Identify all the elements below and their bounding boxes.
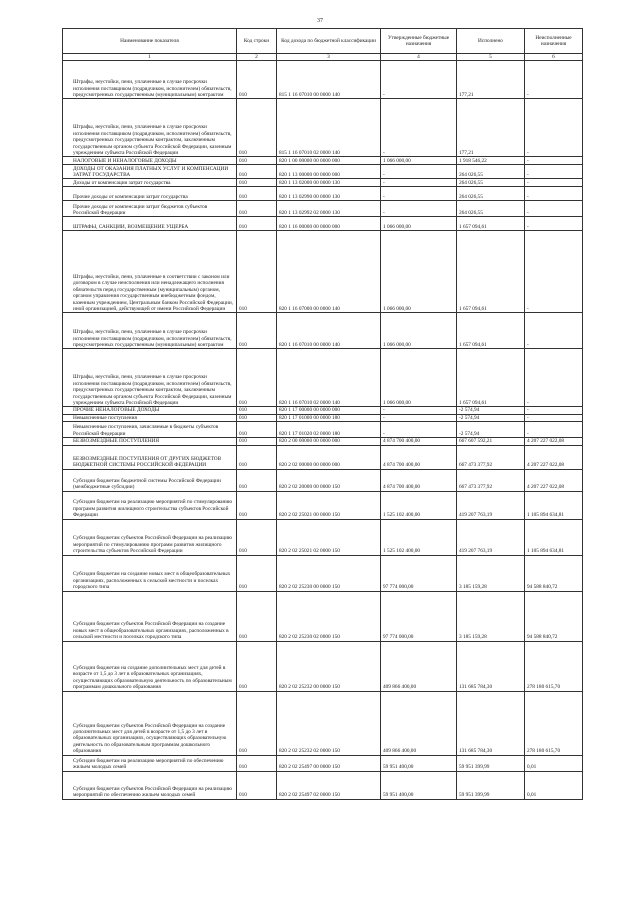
- indicator-name-cell: Штрафы, неустойки, пени, уплаченные в случае просрочки исполнения поставщиком (подрядчиком, исполнителем) обязательств, предусмотренных государственным контрактом, заключенным государственным органом субъекта Российской Федерации, казенным учреждением субъекта Российской Федерации: [63, 349, 237, 407]
- budget-code-cell: 820 1 17 01020 02 0000 180: [277, 422, 381, 438]
- unexecuted-cell: -: [525, 187, 583, 201]
- page-number: 37: [317, 18, 323, 24]
- table-row: [63, 231, 583, 313]
- table-row: [63, 349, 583, 407]
- line-code-cell: 010: [237, 217, 277, 231]
- column-number: 5: [457, 54, 525, 61]
- indicator-name-cell: Штрафы, неустойки, пени, уплаченные в случае просрочки исполнения поставщиком (подрядчиком, исполнителем) обязательств, предусмотренных государственным (муниципальным) контрактом: [63, 313, 237, 349]
- executed-cell: 264 026,55: [457, 179, 525, 187]
- unexecuted-cell: 278 180 615,70: [525, 641, 583, 691]
- budget-code-cell: 820 2 02 25497 02 0000 150: [277, 771, 381, 799]
- budget-code-cell: 820 1 17 01000 00 0000 180: [277, 414, 381, 421]
- line-code-cell: 010: [237, 438, 277, 445]
- approved-cell: 1 525 102 400,00: [381, 519, 457, 555]
- budget-code-cell: 820 2 02 25230 02 0000 150: [277, 591, 381, 641]
- unexecuted-cell: -: [525, 201, 583, 217]
- indicator-name-cell: ПРОЧИЕ НЕНАЛОГОВЫЕ ДОХОДЫ: [63, 407, 237, 414]
- header-line-code: Код строки: [237, 29, 277, 54]
- budget-code-cell: 820 2 00 00000 00 0000 000: [277, 438, 381, 445]
- indicator-name-cell: БЕЗВОЗМЕЗДНЫЕ ПОСТУПЛЕНИЯ ОТ ДРУГИХ БЮДЖЕТОВ БЮДЖЕТНОЙ СИСТЕМЫ РОССИЙСКОЙ ФЕДЕРАЦИИ: [63, 445, 237, 469]
- executed-cell: 1 657 094,61: [457, 231, 525, 313]
- approved-cell: 1 525 102 400,00: [381, 491, 457, 519]
- executed-cell: 1 657 094,61: [457, 313, 525, 349]
- indicator-name-cell: Штрафы, неустойки, пени, уплаченные в соответствии с законом или договором в случае неисполнения или ненадлежащего исполнения обязательств перед государственным (муниципальным) органом, органом управления государственным внебюджетным фондом, казенным учреждением, Центральным банком Российской Федерации, иной организацией, действующей от имени Российской Федерации: [63, 231, 237, 313]
- executed-cell: 667 607 592,21: [457, 438, 525, 445]
- column-number: 1: [63, 54, 237, 61]
- executed-cell: 131 685 784,30: [457, 641, 525, 691]
- line-code-cell: 010: [237, 165, 277, 179]
- approved-cell: -: [381, 179, 457, 187]
- unexecuted-cell: -: [525, 61, 583, 99]
- executed-cell: 419 207 763,19: [457, 519, 525, 555]
- line-code-cell: 010: [237, 187, 277, 201]
- indicator-name-cell: Субсидии бюджетам бюджетной системы Российской Федерации (межбюджетные субсидии): [63, 469, 237, 491]
- budget-code-cell: 820 2 02 25230 00 0000 150: [277, 555, 381, 591]
- executed-cell: 3 185 159,28: [457, 555, 525, 591]
- approved-cell: 4 874 700 400,00: [381, 469, 457, 491]
- table-row: [63, 422, 583, 438]
- line-code-cell: 010: [237, 231, 277, 313]
- table-row: [63, 165, 583, 179]
- indicator-name-cell: Невыясненные поступления, зачисляемые в бюджеты субъектов Российской Федерации: [63, 422, 237, 438]
- line-code-cell: 010: [237, 469, 277, 491]
- line-code-cell: 010: [237, 99, 277, 157]
- income-report-table: [62, 28, 583, 800]
- budget-code-cell: 820 1 13 02000 00 0000 130: [277, 179, 381, 187]
- table-row: [63, 438, 583, 445]
- indicator-name-cell: Субсидии бюджетам на реализацию мероприятий по обеспечению жильем молодых семей: [63, 755, 237, 771]
- approved-cell: 409 866 400,00: [381, 641, 457, 691]
- column-number: 6: [525, 54, 583, 61]
- approved-cell: 1 066 000,00: [381, 349, 457, 407]
- budget-code-cell: 820 1 13 00000 00 0000 000: [277, 165, 381, 179]
- indicator-name-cell: Субсидии бюджетам субъектов Российской Федерации на создание новых мест в общеобразовательных организациях, расположенных в сельской местности и поселках городского типа: [63, 591, 237, 641]
- executed-cell: 59 951 399,99: [457, 771, 525, 799]
- approved-cell: -: [381, 407, 457, 414]
- indicator-name-cell: ДОХОДЫ ОТ ОКАЗАНИЯ ПЛАТНЫХ УСЛУГ И КОМПЕНСАЦИИ ЗАТРАТ ГОСУДАРСТВА: [63, 165, 237, 179]
- line-code-cell: 010: [237, 445, 277, 469]
- unexecuted-cell: -: [525, 99, 583, 157]
- budget-code-cell: 820 2 02 00000 00 0000 000: [277, 445, 381, 469]
- line-code-cell: 010: [237, 179, 277, 187]
- indicator-name-cell: Субсидии бюджетам субъектов Российской Федерации на реализацию мероприятий по стимулированию программ развития жилищного строительства субъектов Российской Федерации: [63, 519, 237, 555]
- table-row: [63, 414, 583, 421]
- line-code-cell: 010: [237, 61, 277, 99]
- table-row: [63, 217, 583, 231]
- table-row: [63, 591, 583, 641]
- executed-cell: 264 026,55: [457, 165, 525, 179]
- unexecuted-cell: -: [525, 165, 583, 179]
- line-code-cell: 010: [237, 157, 277, 165]
- approved-cell: 59 951 400,00: [381, 755, 457, 771]
- table-row: [63, 313, 583, 349]
- table-row: [63, 407, 583, 414]
- unexecuted-cell: 0,01: [525, 771, 583, 799]
- approved-cell: 59 951 400,00: [381, 771, 457, 799]
- unexecuted-cell: -: [525, 349, 583, 407]
- unexecuted-cell: -: [525, 231, 583, 313]
- approved-cell: 1 066 000,00: [381, 313, 457, 349]
- indicator-name-cell: БЕЗВОЗМЕЗДНЫЕ ПОСТУПЛЕНИЯ: [63, 438, 237, 445]
- column-number-row: [63, 54, 583, 61]
- indicator-name-cell: Доходы от компенсации затрат государства: [63, 179, 237, 187]
- unexecuted-cell: 4 207 227 022,08: [525, 438, 583, 445]
- line-code-cell: 010: [237, 414, 277, 421]
- header-unexecuted: Неисполненные назначения: [525, 29, 583, 54]
- approved-cell: -: [381, 414, 457, 421]
- table-row: [63, 755, 583, 771]
- line-code-cell: 010: [237, 407, 277, 414]
- executed-cell: 59 951 399,99: [457, 755, 525, 771]
- executed-cell: 1 657 094,61: [457, 349, 525, 407]
- approved-cell: 97 774 000,00: [381, 591, 457, 641]
- budget-code-cell: 815 1 16 07010 00 0000 140: [277, 61, 381, 99]
- header-indicator-name: Наименование показателя: [63, 29, 237, 54]
- line-code-cell: 010: [237, 349, 277, 407]
- indicator-name-cell: Прочие доходы от компенсации затрат государства: [63, 187, 237, 201]
- header-executed: Исполнено: [457, 29, 525, 54]
- table-row: [63, 641, 583, 691]
- indicator-name-cell: Прочие доходы от компенсации затрат бюджетов субъектов Российской Федерации: [63, 201, 237, 217]
- unexecuted-cell: -: [525, 407, 583, 414]
- budget-code-cell: 820 2 02 25497 00 0000 150: [277, 755, 381, 771]
- table-row: [63, 201, 583, 217]
- executed-cell: -2 574,94: [457, 414, 525, 421]
- executed-cell: 177,21: [457, 99, 525, 157]
- line-code-cell: 010: [237, 555, 277, 591]
- header-row: [63, 29, 583, 54]
- line-code-cell: 010: [237, 201, 277, 217]
- indicator-name-cell: Штрафы, неустойки, пени, уплаченные в случае просрочки исполнения поставщиком (подрядчиком, исполнителем) обязательств, предусмотренных государственным контрактом, заключенным государственным органом субъекта Российской Федерации, казенным учреждением субъекта Российской Федерации: [63, 99, 237, 157]
- executed-cell: 177,21: [457, 61, 525, 99]
- unexecuted-cell: -: [525, 422, 583, 438]
- approved-cell: -: [381, 165, 457, 179]
- budget-code-cell: 820 1 00 00000 00 0000 000: [277, 157, 381, 165]
- approved-cell: 1 066 000,00: [381, 157, 457, 165]
- executed-cell: 131 685 784,30: [457, 691, 525, 755]
- budget-code-cell: 820 2 02 25232 02 0000 150: [277, 691, 381, 755]
- approved-cell: -: [381, 187, 457, 201]
- column-number: 4: [381, 54, 457, 61]
- line-code-cell: 010: [237, 755, 277, 771]
- approved-cell: 409 866 400,00: [381, 691, 457, 755]
- line-code-cell: 010: [237, 491, 277, 519]
- unexecuted-cell: 4 207 227 022,08: [525, 445, 583, 469]
- indicator-name-cell: Субсидии бюджетам субъектов Российской Федерации на реализацию мероприятий по обеспечению жильем молодых семей: [63, 771, 237, 799]
- line-code-cell: 010: [237, 519, 277, 555]
- budget-code-cell: 815 1 16 07010 02 0000 140: [277, 99, 381, 157]
- executed-cell: 3 185 159,28: [457, 591, 525, 641]
- report-body: [63, 61, 583, 799]
- budget-code-cell: 820 1 16 00000 00 0000 000: [277, 217, 381, 231]
- approved-cell: 97 774 000,00: [381, 555, 457, 591]
- column-number: 2: [237, 54, 277, 61]
- header-budget-code: Код дохода по бюджетной классификации: [277, 29, 381, 54]
- table-row: [63, 469, 583, 491]
- approved-cell: 1 066 000,00: [381, 231, 457, 313]
- approved-cell: -: [381, 99, 457, 157]
- executed-cell: 264 026,55: [457, 187, 525, 201]
- executed-cell: 419 207 763,19: [457, 491, 525, 519]
- unexecuted-cell: 94 588 840,72: [525, 555, 583, 591]
- unexecuted-cell: 1 105 894 634,81: [525, 491, 583, 519]
- unexecuted-cell: -: [525, 217, 583, 231]
- budget-code-cell: 820 2 02 25021 00 0000 150: [277, 491, 381, 519]
- executed-cell: 264 026,55: [457, 201, 525, 217]
- table-row: [63, 157, 583, 165]
- budget-code-cell: 820 1 13 02990 00 0000 130: [277, 187, 381, 201]
- table-row: [63, 179, 583, 187]
- executed-cell: -2 574,94: [457, 422, 525, 438]
- budget-code-cell: 820 1 16 07010 00 0000 140: [277, 313, 381, 349]
- budget-code-cell: 820 1 13 02992 02 0000 130: [277, 201, 381, 217]
- executed-cell: -2 574,94: [457, 407, 525, 414]
- table-row: [63, 187, 583, 201]
- indicator-name-cell: Штрафы, неустойки, пени, уплаченные в случае просрочки исполнения поставщиком (подрядчиком, исполнителем) обязательств, предусмотренных государственным (муниципальным) контрактом: [63, 61, 237, 99]
- unexecuted-cell: 278 180 615,70: [525, 691, 583, 755]
- executed-cell: 667 473 377,92: [457, 445, 525, 469]
- column-number: 3: [277, 54, 381, 61]
- table-row: [63, 519, 583, 555]
- unexecuted-cell: 4 207 227 022,08: [525, 469, 583, 491]
- unexecuted-cell: 94 588 840,72: [525, 591, 583, 641]
- line-code-cell: 010: [237, 691, 277, 755]
- indicator-name-cell: ШТРАФЫ, САНКЦИИ, ВОЗМЕЩЕНИЕ УЩЕРБА: [63, 217, 237, 231]
- budget-code-cell: 820 2 02 25021 02 0000 150: [277, 519, 381, 555]
- approved-cell: -: [381, 422, 457, 438]
- unexecuted-cell: -: [525, 414, 583, 421]
- table-row: [63, 555, 583, 591]
- unexecuted-cell: 1 105 894 634,81: [525, 519, 583, 555]
- table-row: [63, 771, 583, 799]
- table-row: [63, 445, 583, 469]
- line-code-cell: 010: [237, 641, 277, 691]
- header-approved: Утвержденные бюджетные назначения: [381, 29, 457, 54]
- indicator-name-cell: НАЛОГОВЫЕ И НЕНАЛОГОВЫЕ ДОХОДЫ: [63, 157, 237, 165]
- line-code-cell: 010: [237, 771, 277, 799]
- approved-cell: -: [381, 201, 457, 217]
- line-code-cell: 010: [237, 422, 277, 438]
- budget-code-cell: 820 1 17 00000 00 0000 000: [277, 407, 381, 414]
- budget-code-cell: 820 1 16 07000 00 0000 140: [277, 231, 381, 313]
- approved-cell: 1 066 000,00: [381, 217, 457, 231]
- approved-cell: 4 874 700 400,00: [381, 438, 457, 445]
- unexecuted-cell: -: [525, 179, 583, 187]
- table-row: [63, 61, 583, 99]
- budget-code-cell: 820 1 16 07010 02 0000 140: [277, 349, 381, 407]
- line-code-cell: 010: [237, 591, 277, 641]
- unexecuted-cell: -: [525, 313, 583, 349]
- unexecuted-cell: 0,01: [525, 755, 583, 771]
- indicator-name-cell: Невыясненные поступления: [63, 414, 237, 421]
- table-row: [63, 491, 583, 519]
- indicator-name-cell: Субсидии бюджетам на реализацию мероприятий по стимулированию программ развития жилищного строительства субъектов Российской Федерации: [63, 491, 237, 519]
- approved-cell: 4 874 700 400,00: [381, 445, 457, 469]
- indicator-name-cell: Субсидии бюджетам субъектов Российской Федерации на создание дополнительных мест для детей в возрасте от 1,5 до 3 лет в образовательных организациях, осуществляющих образовательную деятельность по образовательным программам дошкольного образования: [63, 691, 237, 755]
- unexecuted-cell: -: [525, 157, 583, 165]
- indicator-name-cell: Субсидии бюджетам на создание новых мест в общеобразовательных организациях, расположенных в сельской местности и поселках городского типа: [63, 555, 237, 591]
- approved-cell: -: [381, 61, 457, 99]
- indicator-name-cell: Субсидии бюджетам на создание дополнительных мест для детей в возрасте от 1,5 до 3 лет в образовательных организациях, осуществляющих образовательную деятельность по образовательным программам дошкольного образования: [63, 641, 237, 691]
- budget-code-cell: 820 2 02 20000 00 0000 150: [277, 469, 381, 491]
- line-code-cell: 010: [237, 313, 277, 349]
- table-row: [63, 691, 583, 755]
- executed-cell: 1 918 546,22: [457, 157, 525, 165]
- executed-cell: 1 657 094,61: [457, 217, 525, 231]
- table-row: [63, 99, 583, 157]
- executed-cell: 667 473 377,92: [457, 469, 525, 491]
- budget-code-cell: 820 2 02 25232 00 0000 150: [277, 641, 381, 691]
